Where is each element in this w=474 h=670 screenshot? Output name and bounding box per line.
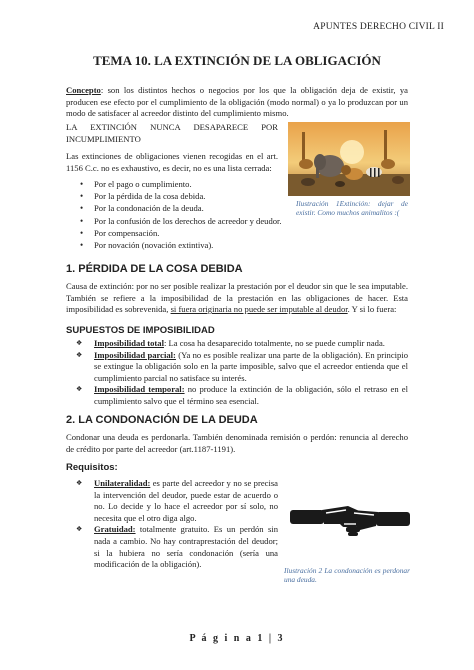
- concept-text: : son los distintos hechos o negocios por los que la obligación deja de existir, ya producen ese efecto por el cumplimiento de la obligación (modo normal) o ya lo produzcan por un modo de satisfacer al acreedor distinto del cumplimiento mismo.: [66, 85, 408, 119]
- section2-paragraph: Condonar una deuda es perdonarla. También denominada remisión o perdón: renuncia al derecho de crédito por parte del acreedor (art.1187-1191).: [66, 432, 408, 454]
- list-item: • Por el pago o cumplimiento.: [66, 178, 286, 190]
- list-item: • Por novación (novación extintiva).: [66, 239, 286, 251]
- animals-illustration: [288, 122, 410, 196]
- list-item: [66, 524, 278, 570]
- list-item: [66, 384, 408, 407]
- list-item: • Por la condonación de la deuda.: [66, 202, 286, 214]
- list-item: [66, 338, 408, 350]
- section1-text-end: . Y si lo fuera:: [347, 304, 397, 315]
- section1-heading: 1. PÉRDIDA DE LA COSA DEBIDA: [66, 263, 243, 275]
- section1-underlined-text: si fuera originaria no puede ser imputable al deudor: [170, 304, 348, 315]
- item-text: (Ya no es posible realizar una parte de la obligación). En principio se extingue la obligación solo en la parte imposible, salvo que el acreedor entienda que el cumplimiento parcial no satisface su interés.: [94, 349, 409, 383]
- extinction-causes-list: [66, 178, 286, 251]
- list-item: [66, 478, 278, 524]
- concept-label: Concepto: [66, 85, 101, 95]
- item-text: totalmente gratuito. Es un perdón sin nada a cambio. No hay contraprestación del deudor; si la hubiera no sería condonación (sería una modificación de la obligación).: [94, 524, 278, 570]
- item-term: Imposibilidad total: [94, 338, 164, 348]
- requirements-list: [66, 478, 278, 571]
- list-item: [66, 350, 408, 385]
- item-text: : La cosa ha desaparecido totalmente, no se puede cumplir nada.: [163, 338, 385, 348]
- list-item: • Por compensación.: [66, 227, 286, 239]
- impossibility-subheading: SUPUESTOS DE IMPOSIBILIDAD: [66, 325, 215, 336]
- section2-heading: 2. LA CONDONACIÓN DE LA DEUDA: [66, 414, 258, 426]
- list-item: • Por la pérdida de la cosa debida.: [66, 190, 286, 202]
- item-term: Gratuidad:: [94, 524, 136, 535]
- item-text: es parte del acreedor y no se precisa la intervención del deudor, puede estar de acuerdo o no. Lo decide y lo hace el acreedor por sí solo, no necesita que el otro diga algo.: [94, 478, 278, 523]
- section1-text: Causa de extinción: por no ser posible realizar la prestación por el deudor sin que le sea imputable. También se refiere a la imposibilidad de la prestación en las obligaciones de hacer. Esta imposibilidad es sobrevenida,: [66, 281, 408, 315]
- item-term: Unilateralidad:: [94, 478, 151, 488]
- figure2-caption: Ilustración 2 La condonación es perdonar una deuda.: [284, 566, 410, 584]
- page-title: TEMA 10. LA EXTINCIÓN DE LA OBLIGACIÓN: [93, 53, 381, 68]
- intro-paragraph: Las extinciones de obligaciones vienen recogidas en el art. 1156 C.c. no es exhaustivo, es decir, no es una lista cerrada:: [66, 151, 278, 173]
- list-item: • Por la confusión de los derechos de acreedor y deudor.: [66, 215, 286, 227]
- figure1-caption: Ilustración 1Extinción: dejar de existir. Como muchos animalitos :(: [296, 199, 408, 217]
- handshake-illustration: [290, 480, 410, 560]
- item-term: Imposibilidad temporal:: [94, 384, 185, 395]
- item-term: Imposibilidad parcial:: [94, 349, 176, 360]
- item-text: no produce la extinción de la obligación, sólo el retraso en el cumplimiento salvo que el término sea esencial.: [94, 384, 409, 406]
- extinction-statement: LA EXTINCIÓN NUNCA DESAPARECE POR INCUMPLIMIENTO: [66, 122, 278, 144]
- section1-paragraph: [66, 281, 408, 316]
- page-footer: P á g i n a 1 | 3: [189, 633, 285, 644]
- requirements-label: Requisitos:: [66, 462, 118, 473]
- running-header: APUNTES DERECHO CIVIL II: [313, 22, 444, 32]
- impossibility-list: [66, 338, 408, 408]
- concept-paragraph: [66, 85, 408, 120]
